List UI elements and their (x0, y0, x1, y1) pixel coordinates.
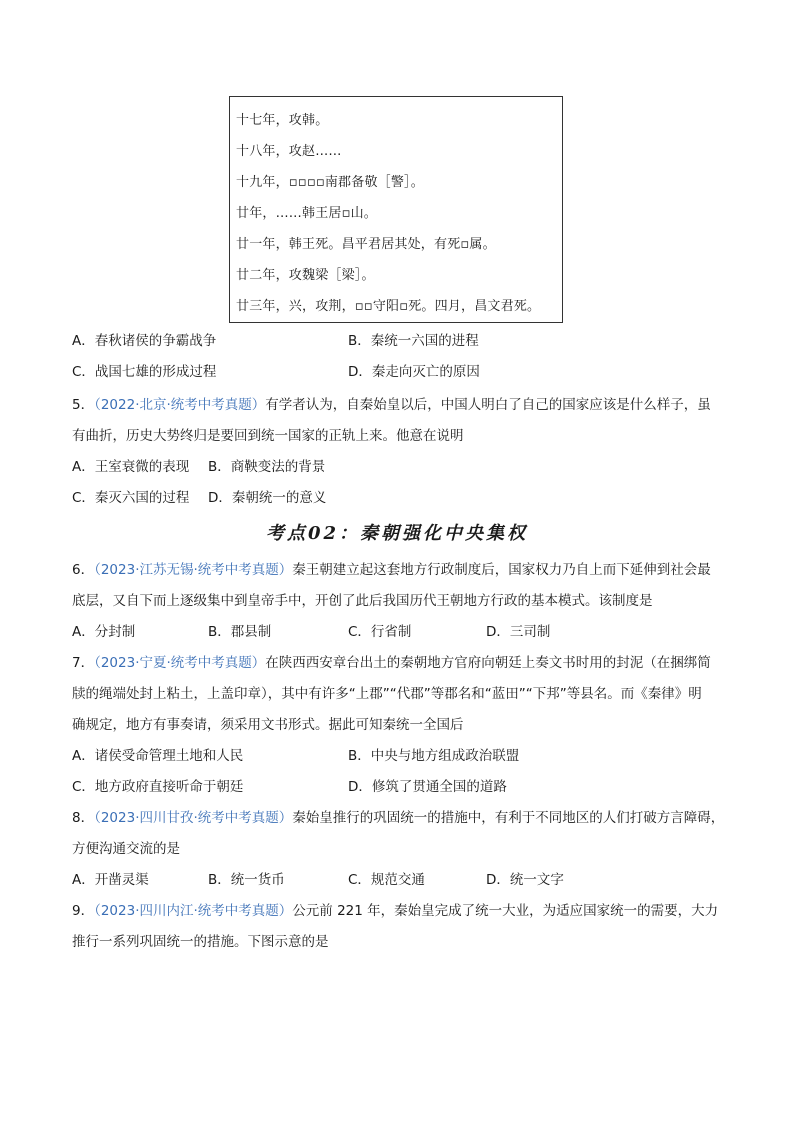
question-stem (72, 648, 724, 679)
stem-text: 底层，又自下而上逐级集中到皇帝手中，开创了此后我国历代王朝地方行政的基本模式。该制度是 (72, 593, 653, 609)
option-b[interactable]: B．秦统一六国的进程 (348, 333, 479, 349)
stem-text: 确规定，地方有事奏请，须采用文书形式。据此可知秦统一全国后 (72, 717, 464, 733)
option-a[interactable]: A．王室衰微的表现 (72, 459, 190, 475)
option-d[interactable]: D．统一文字 (486, 872, 564, 888)
question-7 (72, 648, 724, 803)
option-c[interactable]: C．规范交通 (348, 872, 425, 888)
option-c[interactable]: C．战国七雄的形成过程 (72, 364, 217, 380)
stem-text: 秦始皇推行的巩固统一的措施中，有利于不同地区的人们打破方言障碍， (292, 810, 725, 826)
option-a[interactable]: A．分封制 (72, 624, 136, 640)
question-number: 8． (72, 810, 95, 826)
passage-line: 十九年，▫▫▫▫南郡备敬［警］。 (236, 175, 424, 190)
stem-text: 在陕西西安章台出土的秦朝地方官府向朝廷上奏文书时用的封泥（在捆绑简 (265, 655, 711, 671)
question-6 (72, 555, 724, 648)
question-4-options (72, 326, 724, 388)
option-b[interactable]: B．统一货币 (208, 872, 285, 888)
passage-line: 廿年，……韩王居▫山。 (236, 206, 378, 221)
question-8 (72, 803, 724, 896)
passage-line: 十八年，攻赵…… (236, 144, 342, 159)
question-source: （2023·四川甘孜·统考中考真题） (94, 810, 293, 826)
passage-line: 廿二年，攻魏梁［梁］。 (236, 268, 375, 283)
question-stem (72, 803, 724, 834)
option-c[interactable]: C．地方政府直接听命于朝廷 (72, 779, 244, 795)
question-source: （2023·江苏无锡·统考中考真题） (94, 562, 293, 578)
option-b[interactable]: B．中央与地方组成政治联盟 (348, 748, 520, 764)
stem-text: 秦王朝建立起这套地方行政制度后，国家权力乃自上而下延伸到社会最 (292, 562, 711, 578)
question-stem (72, 896, 724, 927)
passage-line: 廿三年，兴，攻荆，▫▫守阳▫死。四月，昌文君死。 (236, 299, 541, 314)
option-d[interactable]: D．秦走向灭亡的原因 (348, 364, 480, 380)
option-d[interactable]: D．三司制 (486, 624, 551, 640)
question-stem (72, 390, 724, 421)
option-b[interactable]: B．商鞅变法的背景 (208, 459, 326, 475)
option-c[interactable]: C．秦灭六国的过程 (72, 490, 190, 506)
option-a[interactable]: A．春秋诸侯的争霸战争 (72, 333, 217, 349)
option-a[interactable]: A．诸侯受命管理土地和人民 (72, 748, 244, 764)
section-heading: 考点02：秦朝强化中央集权 (265, 523, 529, 544)
stem-text: 方便沟通交流的是 (72, 841, 180, 857)
question-source: （2022·北京·统考中考真题） (94, 397, 266, 413)
question-stem (72, 555, 724, 586)
qin-annals-passage-box (229, 96, 563, 323)
question-number: 9． (72, 903, 95, 919)
question-number: 6． (72, 562, 95, 578)
option-c[interactable]: C．行省制 (348, 624, 412, 640)
question-source: （2023·宁夏·统考中考真题） (94, 655, 266, 671)
stem-text: 牍的绳端处封上粘土，上盖印章），其中有许多“上郡”“代郡”等郡名和“蓝田”“下邦”等县名。而《秦律》明 (72, 686, 702, 702)
question-number: 7． (72, 655, 95, 671)
option-d[interactable]: D．修筑了贯通全国的道路 (348, 779, 507, 795)
question-9 (72, 896, 724, 958)
option-b[interactable]: B．郡县制 (208, 624, 272, 640)
passage-line: 廿一年，韩王死。昌平君居其处，有死▫属。 (236, 237, 496, 252)
option-a[interactable]: A．开凿灵渠 (72, 872, 149, 888)
stem-text: 推行一系列巩固统一的措施。下图示意的是 (72, 934, 329, 950)
stem-text: 有学者认为，自秦始皇以后，中国人明白了自己的国家应该是什么样子，虽 (265, 397, 711, 413)
passage-line: 十七年，攻韩。 (236, 113, 329, 128)
stem-text: 有曲折，历史大势终归是要回到统一国家的正轨上来。他意在说明 (72, 428, 464, 444)
option-d[interactable]: D．秦朝统一的意义 (208, 490, 327, 506)
stem-text: 公元前 221 年，秦始皇完成了统一大业，为适应国家统一的需要，大力 (292, 903, 719, 919)
question-5 (72, 390, 724, 514)
question-source: （2023·四川内江·统考中考真题） (94, 903, 293, 919)
question-number: 5． (72, 397, 95, 413)
